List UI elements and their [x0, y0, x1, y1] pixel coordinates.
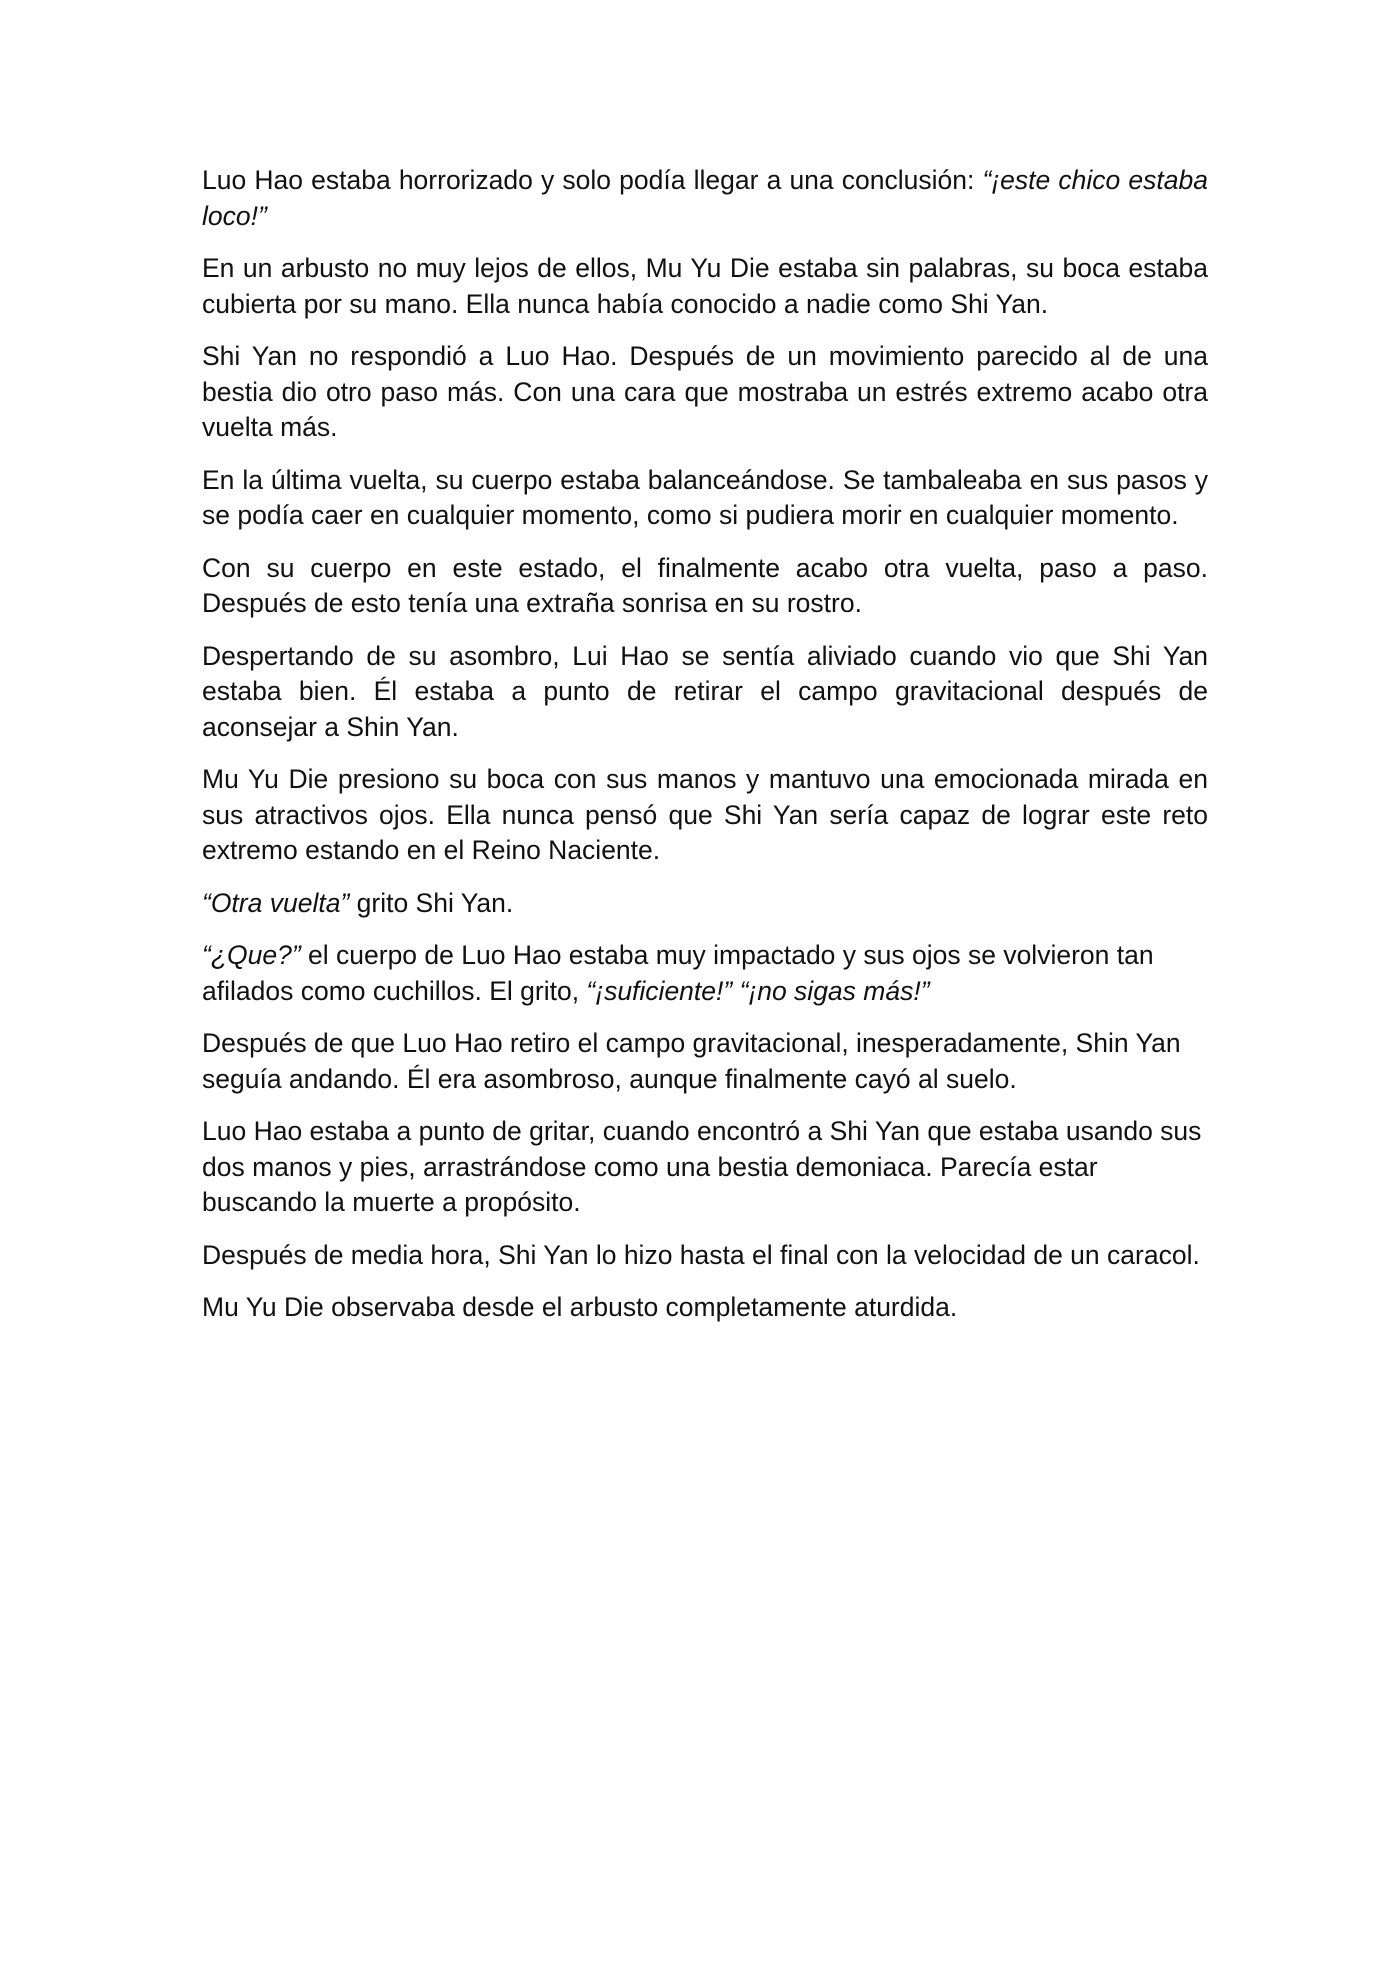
- text-run: Mu Yu Die observaba desde el arbusto completamente aturdida.: [202, 1292, 958, 1322]
- paragraph: [202, 762, 1208, 869]
- text-run: Despertando de su asombro, Lui Hao se sentía aliviado cuando vio que Shi Yan estaba bien. Él estaba a punto de retirar el campo gravitacional después de aconsejar a Shin Yan.: [202, 640, 1208, 742]
- paragraph: [202, 639, 1208, 746]
- italic-text-run: “Otra vuelta”: [202, 887, 350, 918]
- text-run: Luo Hao estaba a punto de gritar, cuando encontró a Shi Yan que estaba usando sus dos manos y pies, arrastrándose como una bestia demoniaca. Parecía estar buscando la muerte a propósito.: [202, 1116, 1202, 1217]
- text-run: el cuerpo de Luo Hao estaba muy impactado y sus ojos se volvieron tan afilados como cuchillos. El grito,: [202, 940, 1154, 1006]
- paragraph: [202, 938, 1208, 1009]
- paragraph: [202, 1114, 1208, 1221]
- text-run: grito Shi Yan.: [349, 887, 514, 918]
- paragraph: [202, 1290, 1208, 1326]
- paragraph: [202, 551, 1208, 622]
- italic-text-run: “¡suficiente!” “¡no sigas más!”: [586, 975, 930, 1006]
- text-run: Mu Yu Die presiono su boca con sus manos y mantuvo una emocionada mirada en sus atractivos ojos. Ella nunca pensó que Shi Yan sería capaz de lograr este reto extremo estando en el Reino Naciente.: [202, 764, 1208, 865]
- text-run: En la última vuelta, su cuerpo estaba balanceándose. Se tambaleaba en sus pasos y se podía caer en cualquier momento, como si pudiera morir en cualquier momento.: [202, 464, 1208, 530]
- paragraph: [202, 1026, 1208, 1097]
- text-run: Luo Hao estaba horrorizado y solo podía llegar a una conclusión:: [202, 165, 983, 195]
- text-run: Después de media hora, Shi Yan lo hizo hasta el final con la velocidad de un caracol.: [202, 1239, 1200, 1270]
- paragraph: [202, 1238, 1208, 1274]
- paragraph: [202, 339, 1208, 446]
- italic-text-run: “¡este chico estaba loco!”: [202, 165, 1208, 231]
- paragraph: [202, 163, 1208, 234]
- text-run: Después de que Luo Hao retiro el campo gravitacional, inesperadamente, Shin Yan seguía andando. Él era asombroso, aunque finalmente cayó al suelo.: [202, 1028, 1181, 1094]
- italic-text-run: “¿Que?”: [202, 940, 301, 970]
- paragraph: [202, 251, 1208, 322]
- paragraph: [202, 463, 1208, 534]
- text-run: Shi Yan no respondió a Luo Hao. Después de un movimiento parecido al de una bestia dio otro paso más. Con una cara que mostraba un estrés extremo acabo otra vuelta más.: [202, 341, 1208, 442]
- paragraph: [202, 886, 1208, 922]
- text-run: Con su cuerpo en este estado, el finalmente acabo otra vuelta, paso a paso. Después de esto tenía una extraña sonrisa en su rostro.: [202, 552, 1208, 618]
- text-run: En un arbusto no muy lejos de ellos, Mu Yu Die estaba sin palabras, su boca estaba cubierta por su mano. Ella nunca había conocido a nadie como Shi Yan.: [202, 253, 1208, 319]
- document-body: [202, 163, 1208, 1343]
